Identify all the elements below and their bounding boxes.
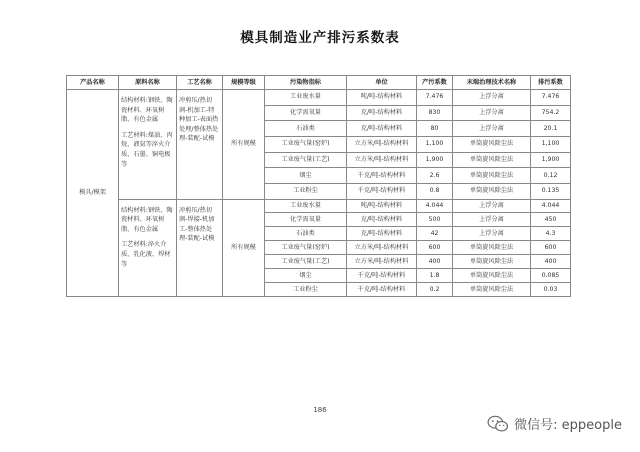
pollutant-cell: 化学需氧量	[265, 105, 347, 121]
discharge-cell: 0.135	[531, 183, 571, 199]
wechat-watermark	[487, 414, 622, 433]
raw-material-process: 工艺材料:淬火介质、乳化液、焊材等	[121, 241, 171, 268]
raw-material-cell	[119, 199, 177, 296]
pollutant-cell: 烟尘	[265, 269, 347, 283]
generation-cell: 500	[417, 213, 453, 227]
treatment-cell: 单筒旋风除尘法	[453, 282, 531, 296]
product-cell: 模具/模架	[67, 90, 119, 297]
unit-cell: 千克/吨-结构材料	[347, 269, 417, 283]
header-discharge: 排污系数	[531, 76, 571, 90]
header-product: 产品名称	[67, 76, 119, 90]
generation-cell: 4.044	[417, 199, 453, 213]
pollutant-cell: 工业废气量(窑炉)	[265, 241, 347, 255]
header-pollutant: 污染物指标	[265, 76, 347, 90]
header-generation: 产污系数	[417, 76, 453, 90]
pollutant-cell: 工业废水量	[265, 199, 347, 213]
generation-cell: 1.8	[417, 269, 453, 283]
generation-cell: 1,100	[417, 136, 453, 152]
generation-cell: 0.2	[417, 282, 453, 296]
raw-material-structural: 结构材料:钢铁、陶瓷材料、环氧树脂、有色金属	[121, 206, 173, 233]
raw-material-process: 工艺材料:煤油、丙烷、液氨等淬火介质、石墨、铜电极等	[121, 131, 173, 168]
unit-cell: 千克/吨-结构材料	[347, 282, 417, 296]
discharge-cell: 754.2	[531, 105, 571, 121]
unit-cell: 克/吨-结构材料	[347, 227, 417, 241]
treatment-cell: 单筒旋风除尘法	[453, 255, 531, 269]
raw-material-cell	[119, 90, 177, 200]
pollutant-cell: 石油类	[265, 227, 347, 241]
unit-cell: 克/吨-结构材料	[347, 213, 417, 227]
table-body	[67, 90, 571, 297]
table-row	[67, 199, 571, 213]
pollutant-cell: 工业粉尘	[265, 183, 347, 199]
process-cell: 冲剪压/热切割-焊接-机加工-整体热处理-装配-试模	[177, 199, 223, 296]
generation-cell: 2.6	[417, 168, 453, 184]
emission-coefficient-table	[66, 75, 571, 297]
treatment-cell: 单筒旋风除尘法	[453, 241, 531, 255]
header-row	[67, 76, 571, 90]
treatment-cell: 上浮分离	[453, 105, 531, 121]
document-title: 模具制造业产排污系数表	[240, 30, 400, 46]
generation-cell: 830	[417, 105, 453, 121]
treatment-cell: 单筒旋风除尘法	[453, 183, 531, 199]
unit-cell: 立方米/吨-结构材料	[347, 136, 417, 152]
unit-cell: 吨/吨-结构材料	[347, 90, 417, 106]
treatment-cell: 单筒旋风除尘法	[453, 152, 531, 168]
unit-cell: 克/吨-结构材料	[347, 105, 417, 121]
discharge-cell: 400	[531, 255, 571, 269]
treatment-cell: 上浮分离	[453, 199, 531, 213]
generation-cell: 400	[417, 255, 453, 269]
discharge-cell: 20.1	[531, 121, 571, 137]
treatment-cell: 上浮分离	[453, 90, 531, 106]
pollutant-cell: 烟尘	[265, 168, 347, 184]
generation-cell: 7.476	[417, 90, 453, 106]
discharge-cell: 450	[531, 213, 571, 227]
pollutant-cell: 化学需氧量	[265, 213, 347, 227]
header-raw-material: 原料名称	[119, 76, 177, 90]
treatment-cell: 单筒旋风除尘法	[453, 136, 531, 152]
unit-cell: 克/吨-结构材料	[347, 121, 417, 137]
discharge-cell: 4.3	[531, 227, 571, 241]
scale-cell: 所有规模	[223, 90, 265, 200]
discharge-cell: 0.085	[531, 269, 571, 283]
header-process: 工艺名称	[177, 76, 223, 90]
pollutant-cell: 工业废气量(窑炉)	[265, 136, 347, 152]
pollutant-cell: 工业废气量(工艺)	[265, 152, 347, 168]
unit-cell: 立方米/吨-结构材料	[347, 152, 417, 168]
treatment-cell: 单筒旋风除尘法	[453, 269, 531, 283]
generation-cell: 80	[417, 121, 453, 137]
discharge-cell: 1,100	[531, 136, 571, 152]
header-scale: 规模等级	[223, 76, 265, 90]
unit-cell: 千克/吨-结构材料	[347, 168, 417, 184]
scale-cell: 所有规模	[223, 199, 265, 296]
discharge-cell: 0.03	[531, 282, 571, 296]
discharge-cell: 4.044	[531, 199, 571, 213]
pollutant-cell: 石油类	[265, 121, 347, 137]
discharge-cell: 600	[531, 241, 571, 255]
pollutant-cell: 工业废气量(工艺)	[265, 255, 347, 269]
discharge-cell: 0.12	[531, 168, 571, 184]
header-unit: 单位	[347, 76, 417, 90]
treatment-cell: 单筒旋风除尘法	[453, 168, 531, 184]
generation-cell: 42	[417, 227, 453, 241]
treatment-cell: 上浮分离	[453, 121, 531, 137]
raw-material-structural: 结构材料:钢铁、陶瓷材料、环氧树脂、有色金属	[121, 97, 173, 124]
treatment-cell: 上浮分离	[453, 213, 531, 227]
discharge-cell: 7.476	[531, 90, 571, 106]
treatment-cell: 上浮分离	[453, 227, 531, 241]
wechat-icon	[487, 415, 509, 433]
pollutant-cell: 工业废水量	[265, 90, 347, 106]
unit-cell: 千克/吨-结构材料	[347, 183, 417, 199]
page-number: 186	[313, 406, 327, 414]
table-row	[67, 90, 571, 106]
unit-cell: 吨/吨-结构材料	[347, 199, 417, 213]
unit-cell: 立方米/吨-结构材料	[347, 255, 417, 269]
watermark-text: 微信号: eppeople	[514, 418, 622, 433]
header-treatment: 末端治理技术名称	[453, 76, 531, 90]
pollutant-cell: 工业粉尘	[265, 282, 347, 296]
generation-cell: 0.8	[417, 183, 453, 199]
discharge-cell: 1,900	[531, 152, 571, 168]
unit-cell: 立方米/吨-结构材料	[347, 241, 417, 255]
generation-cell: 1,900	[417, 152, 453, 168]
process-cell: 冲剪压/热切割-机加工-特种加工-表面热处理/整体热处理-装配-试模	[177, 90, 223, 200]
generation-cell: 600	[417, 241, 453, 255]
